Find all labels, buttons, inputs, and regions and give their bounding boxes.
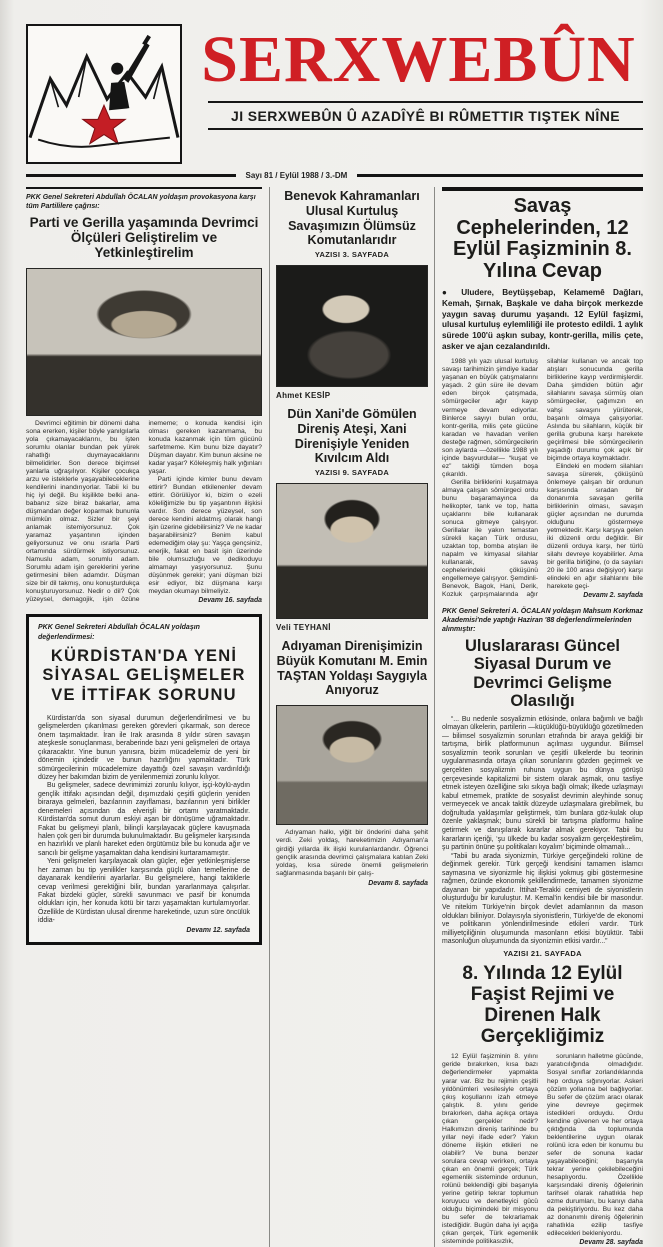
issue-line: Sayı 81 / Eylül 1988 / 3.-DM — [245, 171, 348, 180]
continuation-note: Devamı 8. sayfada — [368, 879, 428, 887]
savas-headline: Savaş Cephelerinden, 12 Eylül Faşizminin 8. Yılına Cevap — [453, 195, 632, 282]
boxed-article-kicker: PKK Genel Sekreteri Abdullah ÖCALAN yoldaşın değerlendirmesi: — [38, 624, 200, 641]
paragraph: Kürdistan'da son siyasal durumun değerlendirilmesi ve bu gelişmelerden çıkarılması gereken görevleri çıkarmak, son derece önem taşımaktadır. İran ile Irak arasında 8 yıldır süren savaşın ateşkesle sonuçlanması, beraberinde bazı yeni gelişmeleri de ortaya çıkaracaktır. Yine bunun yanısıra, bizim mücadelemiz de yeni bir dönemin içindedir ve bunun hazırlığını yapmaktadır. Türk sömürgecilerinin mücadelemize dayattığı özel savaşın vardırıldığı düzey her bakımdan bizim de yenilenmemizi zorunlu kılıyor. — [38, 715, 250, 782]
m-emin-tastan-photo — [276, 705, 428, 825]
paragraph: Adıyaman halkı, yiğit bir önderini daha şehit verdi. Zeki yoldaş, hareketimizin Adıyaman'a girdiği yıllarda ilk ilişki kurulanlardandır. Öğrenci gençlik arasında devrimci çalışmalara katılan Zeki yoldaş, kısa sürede önemli gelişmelerin sağlanmasında başarılı bir çalış- — [276, 829, 428, 878]
left-article-headline: Parti ve Gerilla yaşamında Devrimci Ölçüleri Geliştirelim ve Yetkinleştirelim — [29, 215, 259, 261]
paragraph: Devrimci eğitimin bir dönemi daha sona ererken, kişiler böyle yanılgılarla yola çıkamayacaklarını, bu işten sorumlu olanlar bundan pek yürek rahatlığı duymayacaklarını bilmelidirler. Son derece biçimsel yanlarla uğraşılıyor. Kişiler çocukça arzu ve isteklerle yaşayabileceklerine kendilerini inandırıyorlar. Tabii ki bu hiç iyi değil. Bu kişilikte belki ana-babanız size biraz bakarlar, ama düşmandan değer koparmak bununla mümkün olmaz. Sizler bir şeyi anlamak istemiyorsunuz. Çok yaramaz yaşantının içinden geliyorsunuz ve onu ısrarla Parti ortamında sürdürmek istiyorsunuz. Namuslu adam, sorumlu adam. Sorumlu adam işin gereklerini yerine getirmesini bilen adamdır. Düşman size bir dil takmış, onu konuşturdukça konuşturuyorsunuz. Nedir o dil? Çok yüzeysel, demagojik, işin özüne inememe; o konuda kendisi için olması gereken kazanmama, bu konuda kazanmak için tüm gücünü sarfetmeme. Kim bunu bize dayatır? Düşman dayatır. Kim bunun aksine ne kadar yaşar? Köleleşmiş halk yığınları yaşar. — [26, 419, 262, 604]
paragraph: “Tabii bu arada siyonizmin, Türkiye gerçeğindeki rolüne de değinmek gerekir. Türk gerçeği kendisini tamamen islamcı saymasına ve siyonizmle hiç ilişkisi yokmuş gibi göstermesine rağmen, özünde ekonomik şekillendirmede, tamamen siyonizme dayanan bir yapıdadır. İttihat-Terakki cemiyeti de siyonistlerin oluşturduğu bir kuruluştur. M. Kemal'in kendisi bile bir masondur. Ve nitekim Türkiye'nin birçok devlet adamlarının da mason oldukları biliniyor. Dolayısıyla siyonistlerin, Türkiye'de de ekonomi ve politikanın yönlendirilmesinde etkileri vardır. Türk milliyetçiliğinin oluşumunda masonların etkisi büyüktür. Tabii masonluğun oluşumunda da siyonizmin etkisi vardır...” — [442, 852, 643, 946]
boxed-article — [26, 614, 262, 945]
paragraph: Parti içinde kimler bunu devam ettirir? Bundan etkilenenler devam ettirir. Görülüyor ki, bizim o ezeli köleliğimizle bu tip yaşantının ilişkisi vardır. Son derece yüzeysel, son derece kendini aldatmış olarak hangi işin üzerine gidebilirsiniz? Ve ne kadar başarabilirsiniz? Benim kabul edemediğim olay şu: Yaşça gençsiniz, enerjik, fakat en basit işin üzerinde bile olumsuzluğu ve dedikoduyu almamayı yaşıyorsunuz. Şunu düşünmek gerekir; yani düşman bizi esir ediyor, biz düşmana karşı meydan okumayı bilmeliyiz. — [148, 475, 262, 596]
veli-teyhani-caption: Veli TEYHANİ — [276, 623, 331, 632]
mountains-fighter-star-icon — [28, 26, 180, 162]
continuation-note: Devamı 16. sayfada — [198, 597, 262, 605]
continuation-note: Devamı 2. sayfada — [583, 592, 643, 600]
savas-body — [442, 358, 643, 600]
paragraph: 1988 yılı yazı ulusal kurtuluş savaşı tarihimizin şimdiye kadar yaşanan en büyük çatışmalarını yaşadı. 2 gün süre ile devam eden birçok çatışmada, sömürgeciler ağır kayıp vermeye devam ediyorlar. Binlerce sayıyı bulan ordu, kontr-gerilla, milis çete gücüne karadan ve havadan verilen desteğe rağmen, sömürgecilerin son aylarda —özellikle 1988 yılı içinde başvurdular— “kuşat ve ez” taktiği tümden boşa çıkarıldı. — [442, 358, 538, 478]
uluslararasi-kicker: PKK Genel Sekreteri A. ÖCALAN yoldaşın Mahsum Korkmaz Akademisi'nde yaptığı Haziran '88 değerlendirmelerinden alınmıştır: — [442, 607, 643, 633]
sekizinci-yil-body — [442, 1053, 643, 1247]
masthead-right — [194, 24, 643, 130]
benevok-page-ref: YAZISI 3. SAYFADA — [314, 250, 390, 259]
divider-rule — [357, 174, 643, 178]
adiyaman-body — [276, 829, 428, 888]
front-page-content — [26, 187, 643, 1247]
adiyaman-headline: Adıyaman Direnişimizin Büyük Komutanı M. Emin TAŞTAN Yoldaşı Saygıyla Anıyoruz — [276, 639, 428, 698]
right-column — [442, 187, 643, 1247]
uluslararasi-page-ref: YAZISI 21. SAYFADA — [503, 948, 582, 958]
ahmet-kesip-photo — [276, 265, 428, 387]
continuation-note: Devamı 12. sayfada — [186, 926, 250, 934]
savas-lede: ● Uludere, Beytüşşebap, Kelamemê Dağları, Kemah, Şırnak, Başkale ve daha birçok merkezde yaygın savaş durumu yaşandı. 12 Eylül faşizmi, ulusal kurtuluş eylemliliği ile protesto edildi. 1 aylık sürede 100'ü aşkın subay, kontr-gerilla, milis çete, asker ve ajan cezalandırıldı. — [442, 288, 643, 351]
masthead-tagline: JI SERXWEBÛN Û AZADÎYÊ BI RÛMETTIR TIŞTEK NÎNE — [231, 108, 620, 125]
left-article-kicker: PKK Genel Sekreteri Abdullah ÖCALAN yoldaşın provokasyona karşı tüm Partililere çağrısı: — [26, 194, 256, 211]
left-column — [26, 187, 262, 1247]
uluslararasi-body — [442, 716, 643, 947]
paragraph: 12 Eylül faşizminin 8. yılını geride bırakırken, kısa bazı değerlendirmeler yapmakta yarar var. Biz bu rejimin çeşitli yıldönümleri vesilesiyle ortaya çıkış koşullarını izah etmeye çalıştık. 8. yılını geride bırakırken, daha açıkça ortaya çıkan gerçekler nedir? Halkımızın direniş tarihinde bu yıllar neyi ifade eder? Yakın döneme ilişkin etkileri ne olabilir? Ve buna benzer sorulara cevap verirken, ortaya çıkan en önemli gerçek; Türk egemenlik sisteminde ordunun, rolünü beklendiği gibi başarıyla yerine getirip tekrar toplumun koruyucu ve denetleyici gücü olduğu biçimindeki bir misyonu bu sefer de tekrarlamak istediğidir. Bugün daha iyi açığa çıkan gerçek, Türk egemenlik sisteminde politikasızlık, — [442, 1053, 538, 1246]
paragraph: “... Bu nedenle sosyalizmin etkisinde, onlara bağımlı ve bağlı olmayan ülkelerin, partilerin —küçüklüğü-büyüklüğü gözetilmeden— bilimsel sosyalizmin sorunları etrafında bir araya geldiği bir tartışma, birlik platformunun açılması uygundur. Bilimsel sosyalizmin teorik sorunları ve çeşitli ülkelerde bu teorinin uygulanmasında ortaya çıkan sorunlarını gözden geçirmek ve gerçekten sosyalizmin ruhuna uygun bu dünya görüşü çerçevesinde kapitalizmi bir sistem olarak aşmak, onu tasfiye etmek isteyen özelliğine sıkı sıkıya bağlı olmak; ilkede uzlaşmayı kabul etmemek, pratikte de sosyalist devrimin aleyhinde sonuç vermeyecek ve ancak taktik düzeyde uzlaşmalara girebilmek, bu doğrultuda yaklaşımlar geliştirmek, tüm bunlara göz-kulak olup özenle yaklaşmak; bunu sürekli bir tartışma platformu haline getirmek ve danışılarak kararlar almak gerekiyor. Tabii bu kararların içeriği, ‘şu ülkede bu kadar sosyalizm gerçekleştirelim, şu partinin önüne şu politikaları koyalım’ biçiminde olmamalı... — [442, 715, 643, 852]
benevok-headline: Benevok Kahramanları Ulusal Kurtuluş Savaşımızın Ölümsüz Komutanlarıdır — [284, 189, 420, 248]
divider-rule — [26, 174, 236, 178]
boxed-article-body — [38, 715, 250, 935]
veli-teyhani-photo — [276, 483, 428, 619]
ahmet-kesip-caption: Ahmet KESİP — [276, 391, 331, 400]
boxed-article-headline: KÜRDİSTAN'DA YENİ SİYASAL GELİŞMELER VE İTTİFAK SORUNU — [42, 646, 246, 705]
xani-page-ref: YAZISI 9. SAYFADA — [314, 468, 390, 477]
newspaper-title: SERXWEBÛN — [201, 23, 636, 96]
issue-row — [26, 171, 643, 180]
paragraph: Elindeki en modern silahları savaşa sürerek, çöküşünü önlemeye çalışan bir ordunun karşısında sıradan bir donanımla savaşan gerilla birliklerinin olması, savaşın güçler açısından ne durumda olduğunu göstermeye yetmektedir. Karşı karşıya gelen iki düzenli ordu değildir. Bir düzenli orduya karşı, her türlü silahı devreye koyabilirler. Ama bir gerilla birliğine, (o da sayıları 20 ile 100 arası değişiyor) karşı elindeki en ağır silahlarını bile harekete geçi- — [547, 462, 643, 591]
tagline-rule-block — [208, 101, 643, 130]
uluslararasi-headline: Uluslararası Güncel Siyasal Durum ve Devrimci Gelişme Olasılığı — [465, 636, 620, 711]
paragraph: Bu gelişmeler, sadece devrimimizi zorunlu kılıyor, işçi-köylü-aydın gençlik ittifakı açısından değil, dışımızdaki çeşitli güçlerin yeniden biraraya gelmeleri, bazılarının zayıflaması, bazılarının yeni birlikler denemeleri açısından da elverişli bir ortamı yaratmaktadır. Kürdistan'da somut durum eskiyi aşan bir dönüşüme uğramaktadır. Fakat bu gelişmeyi planlı, bilinçli karşılayacak güçlere kavuşmada halen çok geri bir durumda bulunulmaktadır. Bu gelişmeler karşısında en hazırlıklı ve planlı hareket eden örgütümüz bile bu konuda ağır ve sancılı bir gelişme yaşamaktan daha kendisini kurtaramamıştır. — [38, 782, 250, 857]
paragraph: Gerilla birliklerini kuşatmaya almaya çalışan sömürgeci ordu bunu başaramayınca da helikopter, tank ve top, hatta uçaklarını bile kullanarak sonuca gitmeye çalışıyor. Gerillalar ile yakın temastan sürekli kaçan Türk ordusu, uzaktan top, bomba atışları ile napalm ve kimyasal silahlar kullanarak, savaş cephelerindeki çöküşünü engellemeye çalışıyor. Şemdinli-Benevok, Bagok, Hani, Derik, Kozluk çarpışmalarında ağır silahlar kullanan ve ancak top atışları sonucunda gerilla birliklerine kayıp verdirmişlerdir. Daha şimdiden bütün ağır silahlarını savaşa sürmüş olan sömürgeciler, çağımızın en vahşi savaşını yürüterek, başarılı olmaya çalışıyorlar. Aslında bu silahların, küçük bir gerilla grubuna karşı harekete geçirilmesi bile sömürgecilerin yaşadığı durumu çok açık bir biçimde ortaya koymaktadır. — [442, 358, 643, 599]
masthead — [26, 24, 643, 164]
paragraph: Yeni gelişmeleri karşılayacak olan güçler, eğer yetkinleşmişlerse her zaman bu tip yenilikler karşısında güçlü olan temellerine de dayanarak kendilerini ayarlarlar. Bu gelişmelere, hangi taktiklerle cevap verilmesi gerektiğini bilir, bundan yararlanmaya çalışırlar. Fakat bizdeki güçler, sürekli savunmacı ve pasif bir konumda oldukları için, her konuda kötü bir tarzı yaşamaktan kurtulamıyorlar. Özellikle de Kürdistan ulusal direnme hareketinde, uzun süre öncülük iddia- — [38, 858, 250, 925]
ocalan-portrait-photo — [26, 268, 262, 416]
masthead-logo — [26, 24, 182, 164]
continuation-note: Devamı 28. sayfada — [579, 1239, 643, 1247]
xani-headline: Dün Xani'de Gömülen Direniş Ateşi, Xani Direnişiyle Yeniden Kıvılcım Aldı — [287, 407, 417, 466]
left-article-body — [26, 420, 262, 606]
sekizinci-yil-headline: 8. Yılında 12 Eylül Faşist Rejimi ve Direnen Halk Gerçekliğimiz — [462, 962, 623, 1047]
paragraph: sorunların halletme gücünde, yaratıcılığında olmadığıdır. Sosyal sınıflar zorlandıklarında hep orduya sığınıyorlar. Askeri çözüm yollarına bel bağlıyorlar. Bu sefer de çözüm aracı olarak yine devreye geçirmek istedikleri orduydu. Ordu kendine güvenen ve her ortaya çıktığında da toplumunda beklentilerine uygun olarak rolünü icra eden bir konumu bu sefer de sonuna kadar yaşayabileceğini; başarıyla tekrar yerine çekilebileceğini hesaplıyordu. Özellikle karşısındaki direniş öğelerinin tarihsel olarak rahatlıkla hep ezme durumları, bu kanıyı daha da pekiştiriyordu. Bu kez daha az donanımlı direniş öğelerinin rahatlıkla ezilip tasfiye edilecekleri bekleniyordu. — [547, 1053, 643, 1238]
divider-rule — [442, 187, 643, 191]
middle-column — [269, 187, 435, 1247]
